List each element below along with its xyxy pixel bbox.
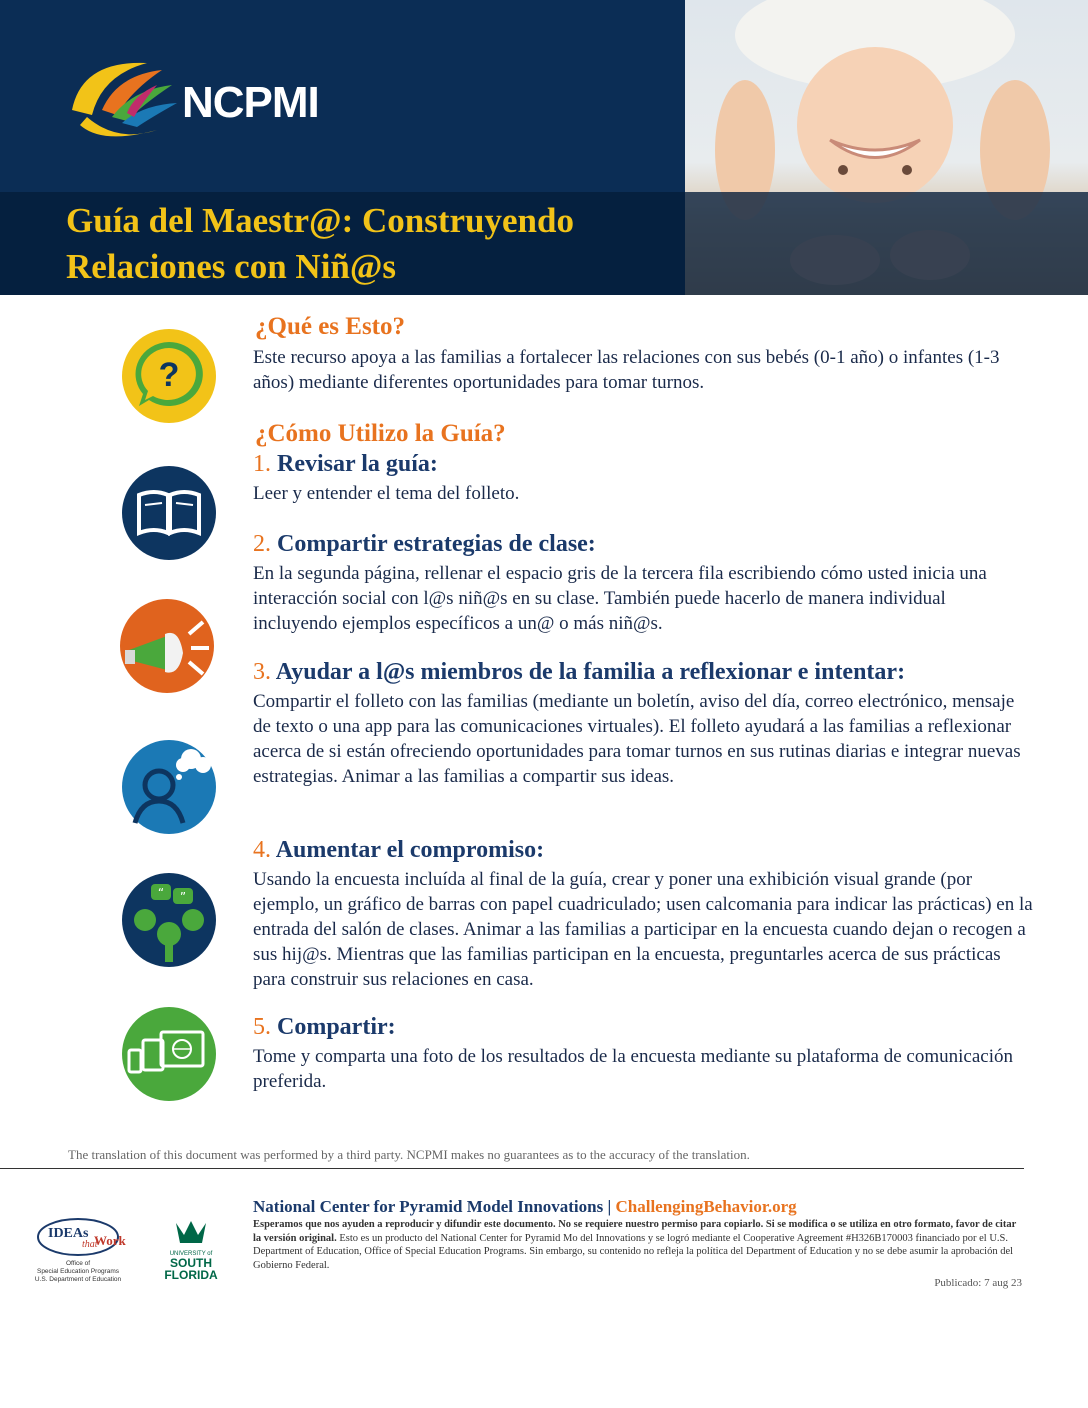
footer-legal-bold: Esperamos que nos ayuden a reproducir y difundir este documento. No se requiere nuestro permiso para copiarlo. Si se modifica o se utiliza en otro formato, favor de citar la versión original. xyxy=(253,1219,1017,1244)
step-4-text: Usando la encuesta incluída al final de la guía, crear y poner una exhibición visual grande (por ejemplo, un gráfico de barras con papel cuadriculado; usen calcomania para indicar las prácticas) en la entrada del salón de clases. Animar a las familias a participar en la encuesta cuando dejan o recogen a sus hij@s. Mientras que las familias participan en la encuesta, preguntarles acerca de sus prácticas para construir sus relaciones en casa. xyxy=(253,869,1033,990)
step-5-text: Tome y comparta una foto de los resultados de la encuesta mediante su plataforma de comunicación preferida. xyxy=(253,1046,1013,1092)
step-2-heading xyxy=(253,531,596,558)
ideas-logo-line6: U.S. Department of Education xyxy=(34,1276,122,1283)
step-3-heading xyxy=(253,659,905,686)
svg-text:”: ” xyxy=(179,890,187,904)
ideas-logo-line4: Office of xyxy=(65,1260,91,1267)
megaphone-icon xyxy=(119,598,215,694)
person-thought-icon xyxy=(121,739,217,835)
usf-logo-line1: UNIVERSITY of xyxy=(169,1251,213,1257)
step-2-number: 2. xyxy=(253,531,271,557)
step-5-heading xyxy=(253,1014,396,1041)
website-link[interactable]: ChallengingBehavior.org xyxy=(615,1197,797,1216)
footer-divider xyxy=(0,1168,1024,1169)
devices-icon xyxy=(121,1006,217,1102)
org-name: NCPMI xyxy=(182,78,319,127)
footer-center-line xyxy=(253,1197,797,1217)
how-heading: ¿Cómo Utilizo la Guía? xyxy=(255,420,506,447)
ncpmi-swoosh-icon xyxy=(62,55,182,150)
step-5-number: 5. xyxy=(253,1014,271,1040)
page-header xyxy=(0,0,1088,295)
footer-separator: | xyxy=(603,1197,616,1216)
step-2-text: En la segunda página, rellenar el espacio gris de la tercera fila escribiendo cómo usted inicia una interacción social con l@s niñ@s en su clase. También puede hacerlo de manera individual incluyendo ejemplos específicos a un@ o más niñ@s. xyxy=(253,563,987,634)
step-1-title: Revisar la guía: xyxy=(277,451,438,477)
book-icon xyxy=(121,465,217,561)
step-3-title: Ayudar a l@s miembros de la familia a reflexionar e intentar: xyxy=(275,659,906,685)
step-1-number: 1. xyxy=(253,451,271,477)
step-3-number: 3. xyxy=(253,659,271,685)
usf-logo-line2: SOUTH xyxy=(170,1256,212,1270)
step-4-number: 4. xyxy=(253,837,271,863)
ideas-logo-line1: IDEAs xyxy=(48,1226,89,1241)
step-1-text: Leer y entender el tema del folleto. xyxy=(253,483,520,504)
translation-disclaimer: The translation of this document was performed by a third party. NCPMI makes no guarantees as to the accuracy of the translation. xyxy=(68,1147,750,1162)
step-5-title: Compartir: xyxy=(277,1014,396,1040)
step-4-title: Aumentar el compromiso: xyxy=(275,837,545,863)
usf-logo-line3: FLORIDA xyxy=(164,1268,218,1282)
center-name: National Center for Pyramid Model Innovations xyxy=(253,1197,604,1216)
usf-logo xyxy=(158,1215,224,1285)
what-heading: ¿Qué es Esto? xyxy=(255,313,405,340)
question-bubble-icon xyxy=(121,328,217,424)
step-2-title: Compartir estrategias de clase: xyxy=(277,531,596,557)
ideas-logo-line2: that xyxy=(82,1239,98,1250)
svg-text:?: ? xyxy=(158,356,180,394)
published-date: Publicado: 7 aug 23 xyxy=(934,1277,1022,1289)
group-chat-icon xyxy=(121,872,217,968)
svg-text:“: “ xyxy=(157,886,165,900)
step-1-heading xyxy=(253,451,438,478)
what-text: Este recurso apoya a las familias a fortalecer las relaciones con sus bebés (0-1 año) o infantes (1-3 años) mediante diferentes oportunidades para tomar turnos. xyxy=(253,347,1000,393)
page-title: Guía del Maestr@: Construyendo Relaciones con Niñ@s xyxy=(66,201,574,286)
ideas-logo-line5: Special Education Programs xyxy=(36,1268,120,1275)
ideas-logo-line3: Work xyxy=(94,1233,126,1248)
ideas-that-work-logo xyxy=(28,1215,138,1285)
step-3-text: Compartir el folleto con las familias (mediante un boletín, aviso del día, correo electrónico, mensaje de texto o una app para las comunicaciones virtuales). El folleto ayudará a las familias a reflexionar acerca de si están ofreciendo oportunidades para tomar turnos en sus rutinas diarias e integrar nuevas estrategias. Animar a las familias a compartir sus ideas. xyxy=(253,691,1021,787)
footer-legal-text xyxy=(253,1218,1023,1272)
footer-legal: Esto es un producto del National Center for Pyramid Mo del Innovations y se logró mediante el Cooperative Agreement #H326B170003 financiado por el U.S. Department of Education, Office of Special Education Programs. Sin embargo, su contenido no refleja la política del Department of Education y no se debe asumir la aprobación del Gobierno Federal. xyxy=(253,1232,1014,1271)
step-4-heading xyxy=(253,837,544,864)
